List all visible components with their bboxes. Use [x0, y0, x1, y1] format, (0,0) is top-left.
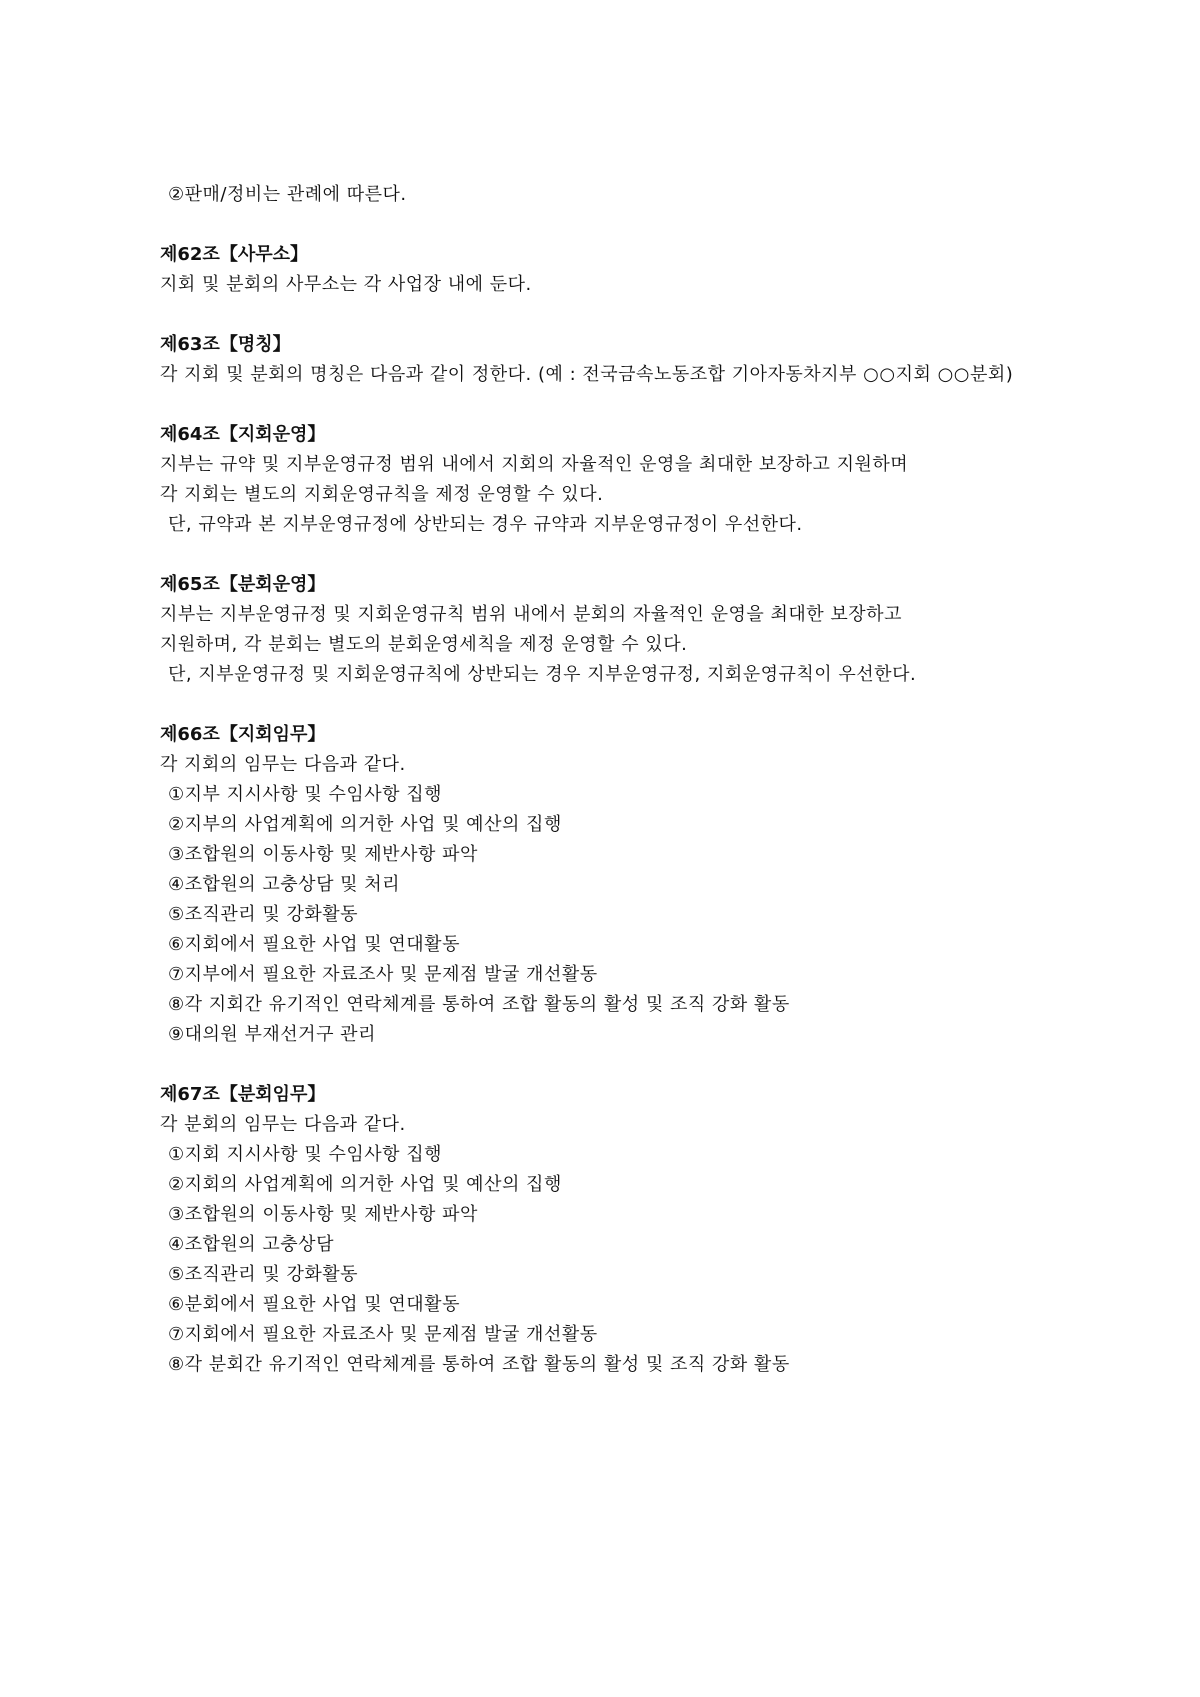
article-line: ⑦지회에서 필요한 자료조사 및 문제점 발굴 개선활동	[168, 1324, 598, 1345]
article-line: ④조합원의 고충상담	[168, 1234, 334, 1255]
article-heading: 제62조【사무소】	[160, 244, 308, 265]
article-heading: 제64조【지회운영】	[160, 424, 326, 445]
article-line: ②지부의 사업계획에 의거한 사업 및 예산의 집행	[168, 814, 562, 835]
article-line: 단, 지부운영규정 및 지회운영규칙에 상반되는 경우 지부운영규정, 지회운영규칙이 우선한다.	[168, 664, 917, 685]
article-heading: 제66조【지회임무】	[160, 724, 326, 745]
article-line: 지원하며, 각 분회는 별도의 분회운영세칙을 제정 운영할 수 있다.	[160, 634, 688, 655]
article-line: 단, 규약과 본 지부운영규정에 상반되는 경우 규약과 지부운영규정이 우선한다.	[168, 514, 803, 535]
article-line: ②지회의 사업계획에 의거한 사업 및 예산의 집행	[168, 1174, 562, 1195]
article-heading: 제67조【분회임무】	[160, 1084, 326, 1105]
article-line: 각 분회의 임무는 다음과 같다.	[160, 1114, 406, 1135]
article-line: ⑦지부에서 필요한 자료조사 및 문제점 발굴 개선활동	[168, 964, 598, 985]
article-line: ①지부 지시사항 및 수임사항 집행	[168, 784, 443, 805]
article-line: ④조합원의 고충상담 및 처리	[168, 874, 401, 895]
article-line: ⑨대의원 부재선거구 관리	[168, 1024, 376, 1045]
article-line: 지회 및 분회의 사무소는 각 사업장 내에 둔다.	[160, 274, 532, 295]
article-line: 각 지회는 별도의 지회운영규칙을 제정 운영할 수 있다.	[160, 484, 604, 505]
article-line: ③조합원의 이동사항 및 제반사항 파악	[168, 1204, 478, 1225]
article-line: ⑥분회에서 필요한 사업 및 연대활동	[168, 1294, 460, 1315]
article-line: ⑤조직관리 및 강화활동	[168, 1264, 359, 1285]
article-line: 각 지회 및 분회의 명칭은 다음과 같이 정한다. (예 : 전국금속노동조합 기아자동차지부 ○○지회 ○○분회)	[160, 364, 1014, 385]
article-line: ⑧각 지회간 유기적인 연락체계를 통하여 조합 활동의 활성 및 조직 강화 활동	[168, 994, 790, 1015]
article-line: ③조합원의 이동사항 및 제반사항 파악	[168, 844, 478, 865]
article-line: 지부는 규약 및 지부운영규정 범위 내에서 지회의 자율적인 운영을 최대한 보장하고 지원하며	[160, 454, 909, 475]
article-line: 각 지회의 임무는 다음과 같다.	[160, 754, 406, 775]
article-heading: 제65조【분회운영】	[160, 574, 326, 595]
article-line: ⑧각 분회간 유기적인 연락체계를 통하여 조합 활동의 활성 및 조직 강화 활동	[168, 1354, 790, 1375]
intro-item: ②판매/정비는 관례에 따른다.	[168, 184, 407, 205]
article-heading: 제63조【명칭】	[160, 334, 291, 355]
article-line: ①지회 지시사항 및 수임사항 집행	[168, 1144, 443, 1165]
article-line: ⑤조직관리 및 강화활동	[168, 904, 359, 925]
article-line: ⑥지회에서 필요한 사업 및 연대활동	[168, 934, 460, 955]
article-line: 지부는 지부운영규정 및 지회운영규칙 범위 내에서 분회의 자율적인 운영을 최대한 보장하고	[160, 604, 902, 625]
